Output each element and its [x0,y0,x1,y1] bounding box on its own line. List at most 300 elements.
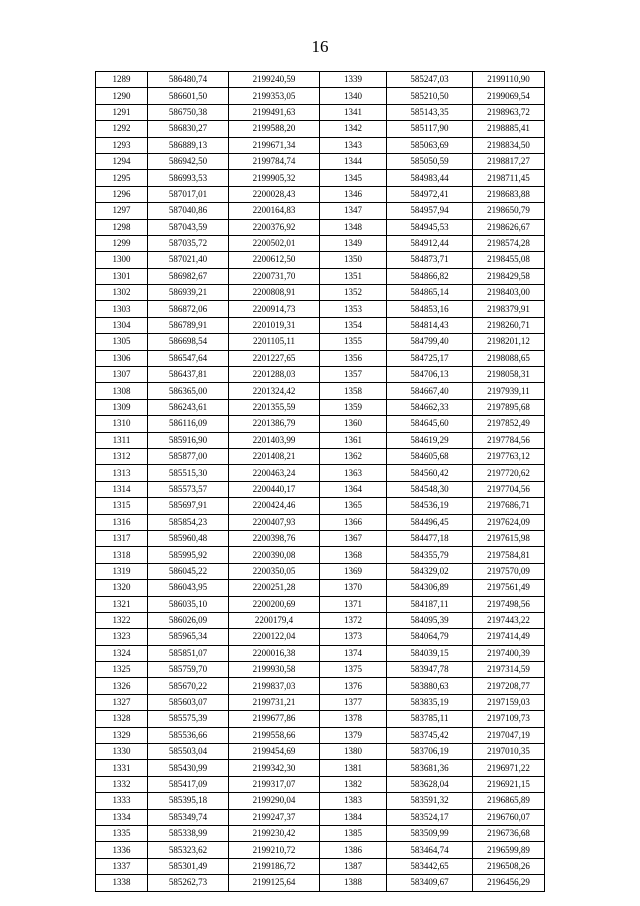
y-coordinate-right-cell: 2198817,27 [473,153,545,169]
y-coordinate-left-cell: 2199677,86 [229,711,320,727]
table-row [96,301,545,317]
point-number-left-cell: 1298 [96,219,148,235]
x-coordinate-right-cell: 585143,35 [387,104,473,120]
x-coordinate-right-cell: 583442,65 [387,858,473,874]
point-number-right-cell: 1356 [320,350,387,366]
x-coordinate-left-cell: 585759,70 [148,662,229,678]
table-row [96,153,545,169]
x-coordinate-right-cell: 585063,69 [387,137,473,153]
table-row [96,317,545,333]
x-coordinate-left-cell: 585430,99 [148,760,229,776]
x-coordinate-left-cell: 586043,95 [148,580,229,596]
y-coordinate-left-cell: 2199784,74 [229,153,320,169]
x-coordinate-left-cell: 586789,91 [148,317,229,333]
y-coordinate-left-cell: 2200440,17 [229,481,320,497]
x-coordinate-left-cell: 586942,50 [148,153,229,169]
y-coordinate-left-cell: 2199588,20 [229,121,320,137]
y-coordinate-right-cell: 2199110,90 [473,72,545,88]
y-coordinate-right-cell: 2196971,22 [473,760,545,776]
point-number-right-cell: 1348 [320,219,387,235]
table-row [96,88,545,104]
y-coordinate-left-cell: 2200390,08 [229,547,320,563]
point-number-right-cell: 1361 [320,432,387,448]
point-number-left-cell: 1300 [96,252,148,268]
y-coordinate-right-cell: 2197570,09 [473,563,545,579]
x-coordinate-left-cell: 587017,01 [148,186,229,202]
point-number-left-cell: 1304 [96,317,148,333]
point-number-right-cell: 1382 [320,776,387,792]
point-number-right-cell: 1357 [320,367,387,383]
point-number-left-cell: 1318 [96,547,148,563]
point-number-right-cell: 1385 [320,825,387,841]
x-coordinate-right-cell: 584945,53 [387,219,473,235]
y-coordinate-right-cell: 2198650,79 [473,203,545,219]
point-number-left-cell: 1313 [96,465,148,481]
point-number-right-cell: 1365 [320,498,387,514]
x-coordinate-right-cell: 583409,67 [387,875,473,891]
y-coordinate-right-cell: 2198058,31 [473,367,545,383]
x-coordinate-left-cell: 587040,86 [148,203,229,219]
y-coordinate-right-cell: 2198403,00 [473,285,545,301]
y-coordinate-right-cell: 2198088,65 [473,350,545,366]
x-coordinate-left-cell: 585965,34 [148,629,229,645]
y-coordinate-left-cell: 2199125,64 [229,875,320,891]
y-coordinate-left-cell: 2200122,04 [229,629,320,645]
y-coordinate-right-cell: 2197047,19 [473,727,545,743]
x-coordinate-right-cell: 584957,94 [387,203,473,219]
table-row [96,481,545,497]
x-coordinate-right-cell: 584662,33 [387,399,473,415]
x-coordinate-left-cell: 586601,50 [148,88,229,104]
y-coordinate-right-cell: 2199069,54 [473,88,545,104]
y-coordinate-left-cell: 2201408,21 [229,448,320,464]
y-coordinate-left-cell: 2200424,46 [229,498,320,514]
point-number-left-cell: 1330 [96,744,148,760]
y-coordinate-left-cell: 2199905,32 [229,170,320,186]
point-number-right-cell: 1341 [320,104,387,120]
table-row [96,170,545,186]
x-coordinate-right-cell: 584667,40 [387,383,473,399]
y-coordinate-right-cell: 2197720,62 [473,465,545,481]
table-row [96,219,545,235]
x-coordinate-right-cell: 583524,17 [387,809,473,825]
x-coordinate-left-cell: 586993,53 [148,170,229,186]
x-coordinate-left-cell: 586243,61 [148,399,229,415]
table-row [96,678,545,694]
point-number-right-cell: 1366 [320,514,387,530]
point-number-left-cell: 1333 [96,793,148,809]
table-row [96,416,545,432]
x-coordinate-left-cell: 586365,00 [148,383,229,399]
point-number-left-cell: 1306 [96,350,148,366]
y-coordinate-right-cell: 2197704,56 [473,481,545,497]
x-coordinate-left-cell: 587021,40 [148,252,229,268]
y-coordinate-right-cell: 2198574,28 [473,235,545,251]
y-coordinate-left-cell: 2200350,05 [229,563,320,579]
point-number-left-cell: 1331 [96,760,148,776]
table-row [96,694,545,710]
point-number-right-cell: 1350 [320,252,387,268]
table-row [96,596,545,612]
point-number-right-cell: 1351 [320,268,387,284]
x-coordinate-left-cell: 585573,57 [148,481,229,497]
x-coordinate-right-cell: 583509,99 [387,825,473,841]
point-number-left-cell: 1297 [96,203,148,219]
x-coordinate-left-cell: 585851,07 [148,645,229,661]
point-number-left-cell: 1292 [96,121,148,137]
point-number-right-cell: 1345 [320,170,387,186]
y-coordinate-right-cell: 2197939,11 [473,383,545,399]
y-coordinate-left-cell: 2201288,03 [229,367,320,383]
point-number-right-cell: 1346 [320,186,387,202]
point-number-right-cell: 1373 [320,629,387,645]
x-coordinate-left-cell: 586035,10 [148,596,229,612]
y-coordinate-right-cell: 2197895,68 [473,399,545,415]
x-coordinate-right-cell: 583591,32 [387,793,473,809]
table-row [96,530,545,546]
y-coordinate-left-cell: 2201324,42 [229,383,320,399]
x-coordinate-left-cell: 585515,30 [148,465,229,481]
table-row [96,547,545,563]
y-coordinate-right-cell: 2196508,26 [473,858,545,874]
point-number-right-cell: 1370 [320,580,387,596]
table-row [96,875,545,891]
x-coordinate-left-cell: 587043,59 [148,219,229,235]
point-number-right-cell: 1377 [320,694,387,710]
y-coordinate-right-cell: 2198885,41 [473,121,545,137]
x-coordinate-left-cell: 585395,18 [148,793,229,809]
table-row [96,727,545,743]
x-coordinate-right-cell: 584548,30 [387,481,473,497]
x-coordinate-left-cell: 585697,91 [148,498,229,514]
y-coordinate-left-cell: 2200914,73 [229,301,320,317]
y-coordinate-right-cell: 2197208,77 [473,678,545,694]
table-row [96,367,545,383]
point-number-left-cell: 1296 [96,186,148,202]
x-coordinate-right-cell: 583464,74 [387,842,473,858]
point-number-left-cell: 1311 [96,432,148,448]
table-row [96,645,545,661]
x-coordinate-left-cell: 586939,21 [148,285,229,301]
x-coordinate-right-cell: 583880,63 [387,678,473,694]
x-coordinate-right-cell: 585117,90 [387,121,473,137]
point-number-right-cell: 1386 [320,842,387,858]
y-coordinate-left-cell: 2199837,03 [229,678,320,694]
table-row [96,612,545,628]
point-number-right-cell: 1362 [320,448,387,464]
point-number-right-cell: 1359 [320,399,387,415]
x-coordinate-right-cell: 584983,44 [387,170,473,186]
y-coordinate-right-cell: 2198683,88 [473,186,545,202]
y-coordinate-left-cell: 2199230,42 [229,825,320,841]
x-coordinate-right-cell: 584814,43 [387,317,473,333]
x-coordinate-right-cell: 584329,02 [387,563,473,579]
point-number-left-cell: 1293 [96,137,148,153]
y-coordinate-right-cell: 2196736,68 [473,825,545,841]
y-coordinate-left-cell: 2200028,43 [229,186,320,202]
y-coordinate-left-cell: 2199317,07 [229,776,320,792]
y-coordinate-right-cell: 2198429,58 [473,268,545,284]
y-coordinate-left-cell: 2200398,76 [229,530,320,546]
point-number-right-cell: 1379 [320,727,387,743]
y-coordinate-left-cell: 2199491,63 [229,104,320,120]
point-number-right-cell: 1380 [320,744,387,760]
x-coordinate-right-cell: 584355,79 [387,547,473,563]
x-coordinate-right-cell: 585210,50 [387,88,473,104]
point-number-right-cell: 1369 [320,563,387,579]
point-number-left-cell: 1320 [96,580,148,596]
point-number-left-cell: 1338 [96,875,148,891]
x-coordinate-right-cell: 583785,11 [387,711,473,727]
point-number-left-cell: 1289 [96,72,148,88]
point-number-left-cell: 1332 [96,776,148,792]
point-number-right-cell: 1347 [320,203,387,219]
y-coordinate-left-cell: 2200612,50 [229,252,320,268]
point-number-right-cell: 1352 [320,285,387,301]
y-coordinate-right-cell: 2196456,29 [473,875,545,891]
point-number-right-cell: 1360 [320,416,387,432]
y-coordinate-left-cell: 2200179,4 [229,612,320,628]
x-coordinate-right-cell: 584873,71 [387,252,473,268]
y-coordinate-right-cell: 2196599,89 [473,842,545,858]
table-row [96,580,545,596]
y-coordinate-left-cell: 2199353,05 [229,88,320,104]
point-number-left-cell: 1302 [96,285,148,301]
point-number-left-cell: 1305 [96,334,148,350]
point-number-right-cell: 1353 [320,301,387,317]
x-coordinate-left-cell: 585323,62 [148,842,229,858]
x-coordinate-left-cell: 586750,38 [148,104,229,120]
y-coordinate-right-cell: 2197159,03 [473,694,545,710]
y-coordinate-left-cell: 2199731,21 [229,694,320,710]
table-row [96,104,545,120]
x-coordinate-right-cell: 584605,68 [387,448,473,464]
coordinates-table [95,71,545,892]
x-coordinate-left-cell: 586437,81 [148,367,229,383]
x-coordinate-right-cell: 584536,19 [387,498,473,514]
point-number-right-cell: 1339 [320,72,387,88]
point-number-right-cell: 1363 [320,465,387,481]
x-coordinate-left-cell: 586872,06 [148,301,229,317]
table-row [96,858,545,874]
point-number-left-cell: 1329 [96,727,148,743]
y-coordinate-right-cell: 2197784,56 [473,432,545,448]
y-coordinate-left-cell: 2201403,99 [229,432,320,448]
point-number-left-cell: 1324 [96,645,148,661]
table-row [96,809,545,825]
x-coordinate-right-cell: 584039,15 [387,645,473,661]
table-row [96,268,545,284]
x-coordinate-right-cell: 584619,29 [387,432,473,448]
y-coordinate-left-cell: 2199290,04 [229,793,320,809]
point-number-right-cell: 1355 [320,334,387,350]
x-coordinate-right-cell: 584187,11 [387,596,473,612]
table-row [96,350,545,366]
point-number-right-cell: 1354 [320,317,387,333]
y-coordinate-right-cell: 2196760,07 [473,809,545,825]
table-row [96,137,545,153]
x-coordinate-right-cell: 584477,18 [387,530,473,546]
x-coordinate-right-cell: 584064,79 [387,629,473,645]
x-coordinate-right-cell: 584725,17 [387,350,473,366]
y-coordinate-left-cell: 2200808,91 [229,285,320,301]
point-number-right-cell: 1383 [320,793,387,809]
x-coordinate-left-cell: 586889,13 [148,137,229,153]
point-number-right-cell: 1375 [320,662,387,678]
point-number-left-cell: 1337 [96,858,148,874]
table-row [96,285,545,301]
point-number-left-cell: 1327 [96,694,148,710]
x-coordinate-right-cell: 584560,42 [387,465,473,481]
x-coordinate-left-cell: 585603,07 [148,694,229,710]
point-number-right-cell: 1340 [320,88,387,104]
point-number-left-cell: 1299 [96,235,148,251]
y-coordinate-left-cell: 2199671,34 [229,137,320,153]
point-number-right-cell: 1381 [320,760,387,776]
y-coordinate-right-cell: 2196921,15 [473,776,545,792]
x-coordinate-left-cell: 585417,09 [148,776,229,792]
point-number-left-cell: 1303 [96,301,148,317]
y-coordinate-left-cell: 2200251,28 [229,580,320,596]
point-number-right-cell: 1358 [320,383,387,399]
y-coordinate-left-cell: 2200164,83 [229,203,320,219]
table-row [96,760,545,776]
x-coordinate-left-cell: 587035,72 [148,235,229,251]
x-coordinate-right-cell: 584865,14 [387,285,473,301]
y-coordinate-right-cell: 2197010,35 [473,744,545,760]
y-coordinate-left-cell: 2200463,24 [229,465,320,481]
x-coordinate-right-cell: 583681,36 [387,760,473,776]
point-number-left-cell: 1316 [96,514,148,530]
y-coordinate-left-cell: 2199342,30 [229,760,320,776]
x-coordinate-left-cell: 586026,09 [148,612,229,628]
y-coordinate-left-cell: 2199240,59 [229,72,320,88]
x-coordinate-right-cell: 584912,44 [387,235,473,251]
y-coordinate-right-cell: 2198711,45 [473,170,545,186]
y-coordinate-left-cell: 2200016,38 [229,645,320,661]
point-number-right-cell: 1384 [320,809,387,825]
y-coordinate-right-cell: 2197109,73 [473,711,545,727]
x-coordinate-left-cell: 585916,90 [148,432,229,448]
x-coordinate-right-cell: 584853,16 [387,301,473,317]
y-coordinate-right-cell: 2197314,59 [473,662,545,678]
point-number-left-cell: 1322 [96,612,148,628]
point-number-left-cell: 1315 [96,498,148,514]
point-number-left-cell: 1323 [96,629,148,645]
x-coordinate-right-cell: 584645,60 [387,416,473,432]
x-coordinate-left-cell: 585262,73 [148,875,229,891]
y-coordinate-right-cell: 2198626,67 [473,219,545,235]
point-number-left-cell: 1308 [96,383,148,399]
point-number-right-cell: 1376 [320,678,387,694]
point-number-left-cell: 1291 [96,104,148,120]
point-number-right-cell: 1378 [320,711,387,727]
point-number-left-cell: 1307 [96,367,148,383]
page-number: 16 [311,37,329,56]
point-number-right-cell: 1372 [320,612,387,628]
point-number-left-cell: 1310 [96,416,148,432]
x-coordinate-left-cell: 585575,39 [148,711,229,727]
x-coordinate-right-cell: 584799,40 [387,334,473,350]
table-row [96,399,545,415]
x-coordinate-right-cell: 584306,89 [387,580,473,596]
table-row [96,235,545,251]
table-row [96,744,545,760]
y-coordinate-left-cell: 2201355,59 [229,399,320,415]
x-coordinate-left-cell: 585301,49 [148,858,229,874]
y-coordinate-right-cell: 2198834,50 [473,137,545,153]
y-coordinate-right-cell: 2197561,49 [473,580,545,596]
y-coordinate-right-cell: 2197686,71 [473,498,545,514]
y-coordinate-right-cell: 2197615,98 [473,530,545,546]
x-coordinate-right-cell: 583628,04 [387,776,473,792]
table-row [96,465,545,481]
table-row [96,334,545,350]
x-coordinate-left-cell: 585536,66 [148,727,229,743]
table-row [96,514,545,530]
point-number-left-cell: 1325 [96,662,148,678]
y-coordinate-left-cell: 2201019,31 [229,317,320,333]
table-row [96,793,545,809]
x-coordinate-right-cell: 583835,19 [387,694,473,710]
y-coordinate-left-cell: 2200376,92 [229,219,320,235]
x-coordinate-left-cell: 586116,09 [148,416,229,432]
x-coordinate-left-cell: 586830,27 [148,121,229,137]
y-coordinate-left-cell: 2201227,65 [229,350,320,366]
y-coordinate-right-cell: 2197624,09 [473,514,545,530]
table-row [96,432,545,448]
x-coordinate-left-cell: 585670,22 [148,678,229,694]
point-number-left-cell: 1317 [96,530,148,546]
y-coordinate-left-cell: 2199247,37 [229,809,320,825]
y-coordinate-right-cell: 2198379,91 [473,301,545,317]
y-coordinate-left-cell: 2200502,01 [229,235,320,251]
table-row [96,662,545,678]
y-coordinate-left-cell: 2201105,11 [229,334,320,350]
point-number-right-cell: 1371 [320,596,387,612]
x-coordinate-left-cell: 585995,92 [148,547,229,563]
x-coordinate-left-cell: 586982,67 [148,268,229,284]
point-number-left-cell: 1309 [96,399,148,415]
x-coordinate-left-cell: 586045,22 [148,563,229,579]
y-coordinate-right-cell: 2197498,56 [473,596,545,612]
y-coordinate-left-cell: 2200731,70 [229,268,320,284]
table-row [96,203,545,219]
point-number-right-cell: 1368 [320,547,387,563]
y-coordinate-right-cell: 2198455,08 [473,252,545,268]
point-number-left-cell: 1314 [96,481,148,497]
point-number-left-cell: 1295 [96,170,148,186]
x-coordinate-right-cell: 585247,03 [387,72,473,88]
y-coordinate-right-cell: 2197852,49 [473,416,545,432]
y-coordinate-left-cell: 2199210,72 [229,842,320,858]
point-number-right-cell: 1344 [320,153,387,169]
x-coordinate-left-cell: 585338,99 [148,825,229,841]
x-coordinate-right-cell: 584095,39 [387,612,473,628]
x-coordinate-right-cell: 584866,82 [387,268,473,284]
point-number-left-cell: 1321 [96,596,148,612]
point-number-right-cell: 1342 [320,121,387,137]
x-coordinate-right-cell: 585050,59 [387,153,473,169]
y-coordinate-left-cell: 2199930,58 [229,662,320,678]
table-row [96,842,545,858]
table-row [96,563,545,579]
table-row [96,711,545,727]
point-number-right-cell: 1374 [320,645,387,661]
x-coordinate-left-cell: 586698,54 [148,334,229,350]
table-row [96,825,545,841]
y-coordinate-left-cell: 2199454,69 [229,744,320,760]
